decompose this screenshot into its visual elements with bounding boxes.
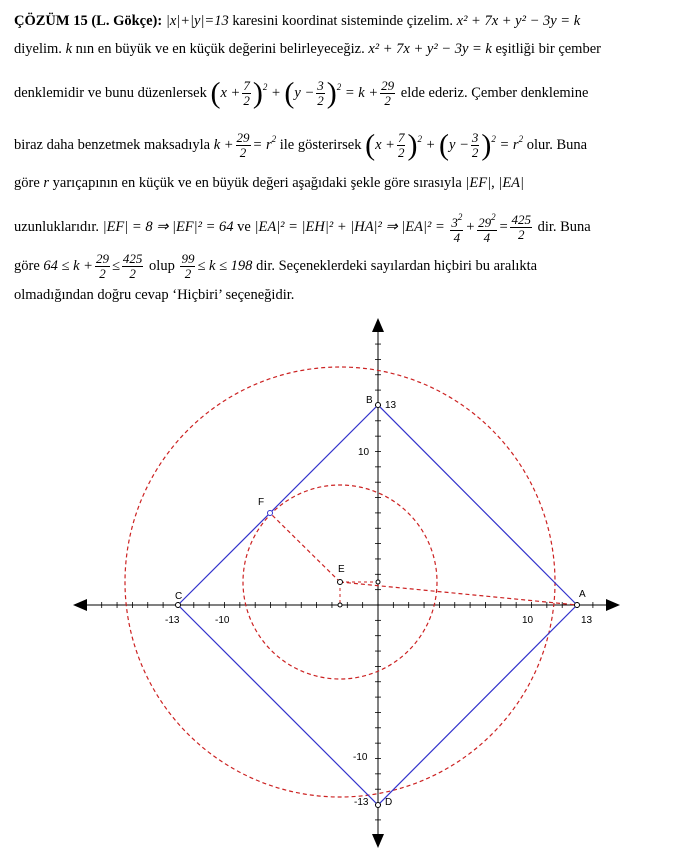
label-d: D <box>385 797 393 808</box>
equation-square: |x|+|y|=13 <box>165 13 229 29</box>
x-axis-arrow-right <box>606 599 620 611</box>
tick-label-x-neg10: -10 <box>215 615 230 626</box>
text: göre <box>14 257 40 274</box>
tick-label-y-neg13: -13 <box>354 797 369 808</box>
y-axis-arrow-bottom <box>372 834 384 848</box>
text: elde ederiz. Çember denklemine <box>400 85 589 101</box>
text: ve <box>237 218 251 235</box>
text: olup <box>149 257 175 274</box>
equation-ef: |EF| = 8 ⇒ |EF|² = 64 <box>102 218 234 235</box>
text: eşitliği bir çember <box>495 41 601 57</box>
inequality-1: 64 ≤ k + $\frac{29}{2}$ ≤ $\frac{425}{2}$ <box>43 251 143 281</box>
label-c: C <box>175 591 183 602</box>
text: karesini koordinat sisteminde çizelim. <box>232 13 454 29</box>
segment-ef <box>270 513 340 582</box>
var-r: r <box>43 175 50 191</box>
solution-line-5: göre r yarıçapının en küçük ve en büyük değeri aşağıdaki şekle göre sırasıyla |EF|, |EA| <box>14 175 525 191</box>
tick-label-x-13: 13 <box>581 615 593 626</box>
point-h <box>376 580 380 584</box>
text: ile gösterirsek <box>279 137 362 153</box>
text: nın en büyük ve en küçük değerini belirleyeceğiz. <box>75 41 365 57</box>
equation-completed-square: (x + $\frac{7}{2}$ )$^2$ + (y − $\frac{3}{2}$ )$^2$ = k + $\frac{29}{2}$ <box>210 76 395 110</box>
equation: x² + 7x + y² − 3y = k <box>368 41 492 57</box>
point-c <box>176 603 181 608</box>
point-a <box>575 603 580 608</box>
equation-ea-value: $\frac{3^2}{4}$ + $\frac{29^2}{4}$ = $\frac{425}{2}$ <box>451 212 531 245</box>
y-axis-arrow-top <box>372 318 384 332</box>
x-axis-arrow-left <box>73 599 87 611</box>
var-k: k <box>65 41 72 57</box>
tick-label-y-10: 10 <box>358 447 370 458</box>
segment-ef: |EF| <box>465 175 492 191</box>
equation-r-squared: k + $\frac{29}{2}$ = $r^2$ <box>213 130 277 161</box>
text: olmadığından doğru cevap ‘Hiçbiri’ seçeneğidir. <box>14 287 295 303</box>
segment-ea: |EA| <box>498 175 525 191</box>
text: göre <box>14 175 40 191</box>
inequality-2: $\frac{99}{2}$ ≤ k ≤ 198 <box>181 251 257 281</box>
point-d <box>376 803 381 808</box>
tick-label-y-13: 13 <box>385 400 397 411</box>
equation-circle-form: (x + $\frac{7}{2}$ )$^2$ + (y − $\frac{3}{2}$ )$^2 = r^2$ <box>365 128 524 162</box>
text: uzunluklarıdır. <box>14 218 99 235</box>
text: dir. Buna <box>537 218 591 235</box>
tick-label-x-10: 10 <box>522 615 534 626</box>
tick-label-x-neg13: -13 <box>165 615 180 626</box>
point-e-foot <box>338 603 342 607</box>
tick-label-y-neg10: -10 <box>353 752 368 763</box>
equation-circle: x² + 7x + y² − 3y = k <box>456 13 581 29</box>
label-a: A <box>579 589 586 600</box>
equation-ea: |EA|² = |EH|² + |HA|² ⇒ |EA|² = <box>254 218 445 235</box>
point-f <box>268 511 273 516</box>
text: biraz daha benzetmek maksadıyla <box>14 137 211 153</box>
text: yarıçapının en küçük ve en büyük değeri aşağıdaki şekle göre sırasıyla <box>52 175 462 191</box>
point-e <box>338 580 343 585</box>
label-f: F <box>258 497 265 508</box>
text: diyelim. <box>14 41 62 57</box>
text: dir. Seçeneklerdeki sayılardan hiçbiri bu aralıkta <box>256 257 538 274</box>
segment-ea <box>340 582 577 605</box>
label-b: B <box>366 395 373 406</box>
text: olur. Buna <box>526 137 588 153</box>
solution-label: ÇÖZÜM 15 (L. Gökçe): <box>14 13 163 29</box>
point-b <box>376 403 381 408</box>
text: denklemidir ve bunu düzenlersek <box>14 85 207 101</box>
label-e: E <box>338 564 345 575</box>
